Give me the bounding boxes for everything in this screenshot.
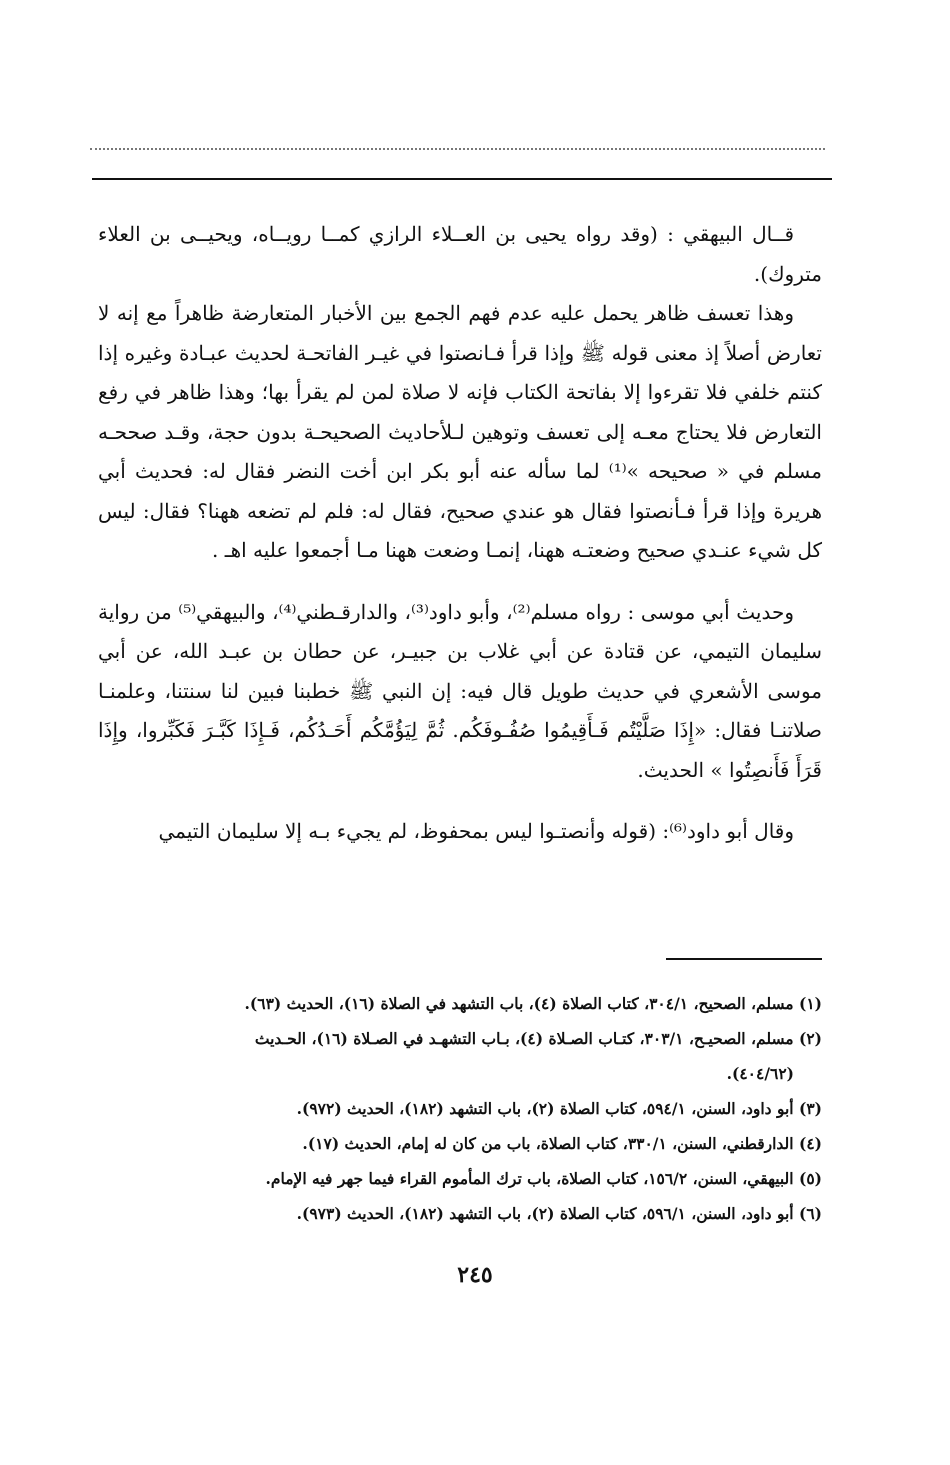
footnote-4: (٤) الدارقطني، السنن، ٣٣٠/١، كتاب الصلاة، باب من كان له إمام، الحديث (١٧).	[302, 1134, 822, 1153]
paragraph-2: وهذا تعسف ظاهر يحمل عليه عدم فهم الجمع بين الأخبار المتعارضة ظاهراً مع إنه لا تعارض أصلاً إذ معنى قوله ﷺ وإذا قرأ فـانصتوا في غيـر الفاتحـة لحديث عبـادة وغيره إذا كنتم خلفي فلا تقرءوا إلا بفاتحة الكتاب فإنه لا صلاة لمن لم يقرأ بها؛ وهذا ظاهر في رفع التعارض فلا يحتاج معـه إلى تعسف وتوهين لـلأحاديث الصحيحـة بدون حجة، وقـد صححـه مسلم في « صحيحه »⁽¹⁾ لما سأله عنه أبو بكر ابن أخت النضر فقال له: فحديث أبي هريرة وإذا قرأ فـأنصتوا فقال هو عندي صحيح، فقال له: فلم لم تضعه ههنا؟ فقال: ليس كل شيء عنـدي صحيح وضعتـه ههنا، إنمـا وضعت ههنا مـا أجمعوا عليه اهـ .	[98, 301, 822, 562]
footnote-5: (٥) البيهقي، السنن، ١٥٦/٢، كتاب الصلاة، باب ترك المأموم القراء فيما جهر فيه الإمام.	[265, 1169, 822, 1188]
paragraph-4: وقال أبو داود⁽⁶⁾: (قوله وأنصتـوا ليس بمحفوظ، لم يجيء بـه إلا سليمان التيمي	[158, 819, 794, 843]
footnote-1: (١) مسلم، الصحيح، ٣٠٤/١، كتاب الصلاة (٤)، باب التشهد في الصلاة (١٦)، الحديث (٦٣).	[244, 994, 822, 1013]
footnote-6: (٦) أبو داود، السنن، ٥٩٦/١، كتاب الصلاة (٢)، باب التشهد (١٨٢)، الحديث (٩٧٣).	[296, 1204, 822, 1223]
body-text	[98, 215, 822, 852]
footnote-2-continuation: (٤٠٤/٦٢).	[726, 1064, 794, 1083]
footnotes	[98, 986, 822, 1231]
footnote-separator	[666, 958, 822, 960]
page-number: ٢٤٥	[457, 1262, 493, 1288]
paragraph-3: وحديث أبي موسى : رواه مسلم⁽²⁾، وأبو داود⁽³⁾، والدارقـطني⁽⁴⁾، والبيهقي⁽⁵⁾ من رواية سليمان التيمي، عن قتادة عن أبي غلاب بن جبيـر، عن حطان بن عبـد الله، عن أبي موسى الأشعري في حديث طويل قال فيه: إن النبي ﷺ خطبنا فبين لنا سنتنا، وعلمنـا صلاتنـا فقال: «إِذَا صَلَّيْتُم فَـأَقِيمُوا صُفُـوفَكُم. ثُمَّ لِيَؤُمَّكُم أَحَـدُكُم، فَـإِذَا كَبَّـرَ فَكَبِّروا، وإِذَا قَرَأَ فَأَنصِتُوا » الحديث.	[98, 599, 822, 782]
footnote-3: (٣) أبو داود، السنن، ٥٩٤/١، كتاب الصلاة (٢)، باب التشهد (١٨٢)، الحديث (٩٧٢).	[296, 1099, 822, 1118]
header-solid-rule	[92, 178, 832, 180]
header-dotted-rule	[90, 148, 825, 150]
paragraph-1: قــال البيهقي : (وقد رواه يحيى بن العــلاء الرازي كمــا رويــاه، ويحيــى بن العلاء متروك).	[98, 222, 822, 286]
footnote-2: (٢) مسلم، الصحيـح، ٣٠٣/١، كتـاب الصـلاة (٤)، بـاب التشهـد في الصـلاة (١٦)، الحـديث	[254, 1029, 822, 1048]
